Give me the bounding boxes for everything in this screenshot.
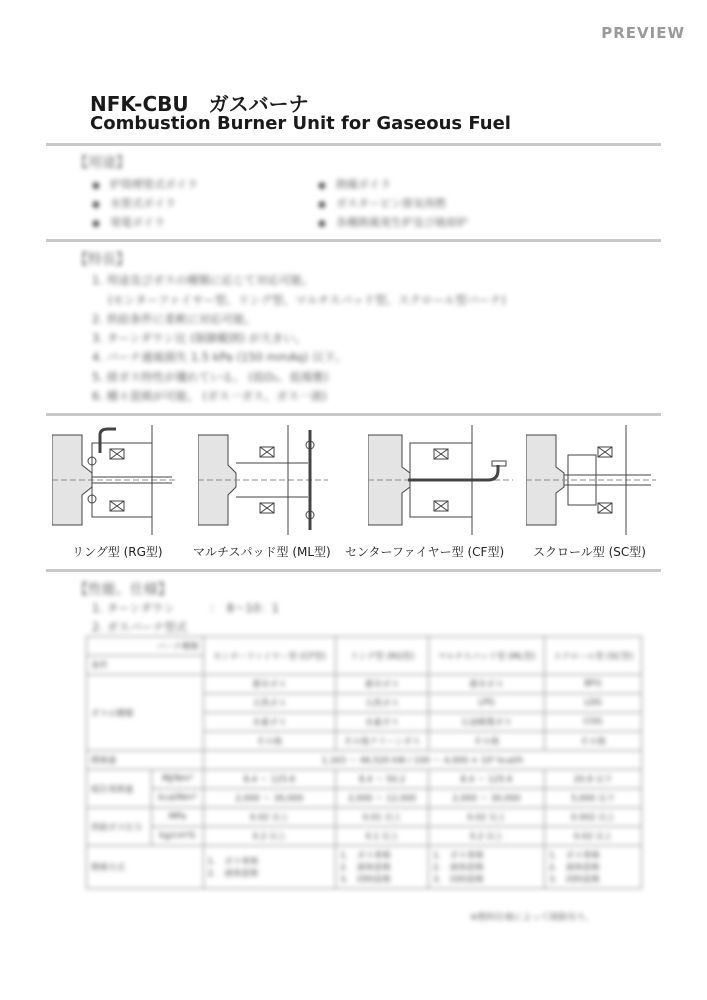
table-corner-top: バーナ種類 <box>87 637 204 656</box>
center-fire-burner-drawing <box>368 425 513 535</box>
usage-item: ● ガスタービン排気再燃 <box>318 195 446 211</box>
table-header: マルチスパッド型 (ML型) <box>429 637 545 675</box>
table-cell <box>429 846 545 889</box>
table-unit: kg/cm²G <box>152 827 203 846</box>
table-cell: 0.02 以上 <box>545 827 642 846</box>
table-unit: MJ/Nm³ <box>152 770 203 789</box>
table-cell: 石油精製ガス <box>429 713 545 732</box>
usage-item: ● 発電ボイラ <box>92 214 165 230</box>
divider <box>46 239 661 242</box>
figure-caption-ring: リング型 (RG型) <box>72 545 163 559</box>
table-cell: 0.2 以上 <box>203 827 336 846</box>
firing-line: 3. 同時混焼 <box>433 875 484 885</box>
table-cell <box>203 846 336 889</box>
table-cell: 2,000 ～ 12,000 <box>336 789 429 808</box>
usage-item: ● 各種熱風発生炉及び焼却炉 <box>318 214 468 230</box>
preview-watermark: PREVIEW <box>601 24 685 42</box>
table-cell: 水素ガス <box>336 713 429 732</box>
table-row-label: ガスの種類 <box>87 675 204 751</box>
table-cell: LPG <box>429 694 545 713</box>
table-cell: 0.01 以上 <box>336 808 429 827</box>
usage-item: ● 水管式ボイラ <box>92 195 176 211</box>
feature-item: 5. 排ガス特性が優れている。 (低O₂、低煤塵) <box>92 370 329 384</box>
table-cell: 2,000 ～ 30,000 <box>203 789 336 808</box>
figure-caption-multi-spud: マルチスパッド型 (ML型) <box>193 545 331 559</box>
table-header: スクロール型 (SC型) <box>545 637 642 675</box>
firing-line: 3. 同時混焼 <box>340 875 391 885</box>
feature-item: 6. 種々混焼が可能。 (ガス一ガス、ガス一液) <box>92 389 327 403</box>
multi-spud-burner-drawing <box>198 425 328 535</box>
features-heading: 【特長】 <box>74 252 130 268</box>
table-cell: 都市ガス <box>429 675 545 694</box>
table-cell: 8.4 ～ 125.6 <box>429 770 545 789</box>
feature-item: 4. バーナ通風損失 1.5 kPa (150 mmAq) 以下。 <box>92 350 347 364</box>
table-row-label: 低位発熱量 <box>87 770 152 808</box>
table-cell: その他 <box>545 732 642 751</box>
firing-line: 1. ガス専焼 <box>207 857 259 867</box>
table-cell <box>545 846 642 889</box>
table-cell: 0.02 以上 <box>203 808 336 827</box>
firing-line: 2. 液体混焼 <box>207 869 259 879</box>
table-cell: 天然ガス <box>336 694 429 713</box>
table-cell: 8.4 ～ 50.2 <box>336 770 429 789</box>
table-row-label: 燃焼量 <box>87 751 204 770</box>
usage-heading: 【用途】 <box>74 155 130 171</box>
feature-item: 2. 供給条件に柔軟に対応可能。 <box>92 312 257 326</box>
table-cell: その他 <box>203 732 336 751</box>
table-cell: 0.2 以上 <box>429 827 545 846</box>
table-cell: その他クリーンガス <box>336 732 429 751</box>
table-header: センターファイヤー型 (CF型) <box>203 637 336 675</box>
table-header: リング型 (RG型) <box>336 637 429 675</box>
firing-line: 2. 液体混焼 <box>549 863 600 873</box>
usage-item: ● 炉筒煙管式ボイラ <box>92 176 198 192</box>
feature-item: 3. ターンダウン比 (制御範囲) が大きい。 <box>92 331 307 345</box>
table-cell: 1,163 ～ 46,520 kW / 100 ～ 4,000 × 10³ kcal/h <box>203 751 641 770</box>
divider <box>46 413 661 416</box>
firing-line: 2. 液体混焼 <box>433 863 484 873</box>
figure-caption-scroll: スクロール型 (SC型) <box>533 545 646 559</box>
table-cell: 0.1 以上 <box>336 827 429 846</box>
table-cell: 天然ガス <box>203 694 336 713</box>
spec-item: 2. ガスバーナ型式 <box>92 620 188 634</box>
table-corner-bottom: 条件 <box>87 656 204 675</box>
spec-table <box>86 636 642 889</box>
scroll-burner-drawing <box>526 425 656 535</box>
firing-line: 1. ガス専焼 <box>340 851 391 861</box>
table-cell: 都市ガス <box>203 675 336 694</box>
ring-burner-drawing <box>52 425 177 535</box>
table-cell: その他 <box>429 732 545 751</box>
table-note: ※燃料仕様によって制限有り。 <box>470 913 595 923</box>
firing-line: 3. 同時混焼 <box>549 875 600 885</box>
table-cell: COG <box>545 713 642 732</box>
feature-item: (センターファイヤー型、リング型、マルチスパッド型、スクロール型バーナ) <box>108 293 506 307</box>
table-unit: kcal/Nm³ <box>152 789 203 808</box>
table-cell: 2,000 ～ 30,000 <box>429 789 545 808</box>
firing-line: 1. ガス専焼 <box>433 851 484 861</box>
spec-item: 1. ターンダウン ： 8～10：1 <box>92 601 279 615</box>
divider <box>46 569 661 572</box>
figure-caption-center-fire: センターファイヤー型 (CF型) <box>345 545 505 559</box>
divider <box>46 143 661 146</box>
table-cell: 水素ガス <box>203 713 336 732</box>
table-cell: BFG <box>545 675 642 694</box>
firing-line: 1. ガス専焼 <box>549 851 600 861</box>
usage-item: ● 熱媒ボイラ <box>318 176 391 192</box>
table-unit: MPa <box>152 808 203 827</box>
page-title: NFK-CBU ガスバーナ <box>90 92 309 116</box>
table-cell <box>336 846 429 889</box>
table-row-label: 供給ガス圧力 <box>87 808 152 846</box>
table-row-label: 燃焼方式 <box>87 846 204 889</box>
table-cell: LDG <box>545 694 642 713</box>
table-cell: 8.4 ～ 125.6 <box>203 770 336 789</box>
table-cell: 20.9 以下 <box>545 770 642 789</box>
table-cell: 5,000 以下 <box>545 789 642 808</box>
specs-heading: 【性能、仕様】 <box>74 582 172 598</box>
table-cell: 0.002 以上 <box>545 808 642 827</box>
table-cell: 都市ガス <box>336 675 429 694</box>
table-cell: 0.02 以上 <box>429 808 545 827</box>
page-subtitle: Combustion Burner Unit for Gaseous Fuel <box>90 113 511 134</box>
firing-line: 2. 液体混焼 <box>340 863 391 873</box>
feature-item: 1. 用途及びガスの種類に応じて対応可能。 <box>92 273 314 287</box>
